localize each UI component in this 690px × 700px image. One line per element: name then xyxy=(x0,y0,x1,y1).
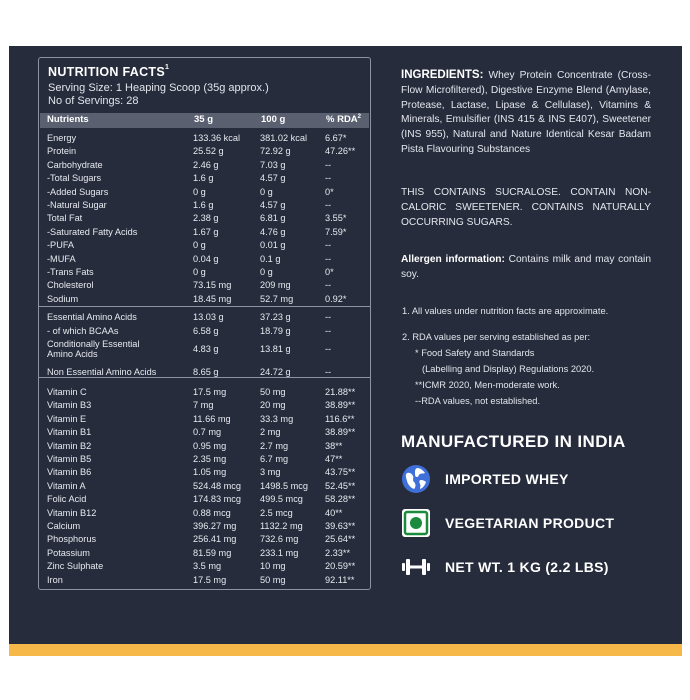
rda-value: 39.63** xyxy=(325,521,356,531)
per-35g-value: 1.05 mg xyxy=(193,467,227,478)
rda-value: 0.92* xyxy=(325,293,347,304)
table-row xyxy=(39,575,370,588)
per-35g-value: 0 g xyxy=(193,186,206,197)
note-2a: * Food Safety and Standards xyxy=(415,348,535,358)
rda-value: -- xyxy=(325,344,332,355)
rda-value: 38.89** xyxy=(325,400,356,411)
per-100g-value: 33.3 mg xyxy=(260,413,294,424)
rda-value: 0* xyxy=(325,186,334,197)
per-35g-value: 2.46 g xyxy=(193,159,219,170)
table-row xyxy=(39,213,370,226)
nutrient-name: Protein xyxy=(47,146,77,157)
per-100g-value: 6.81 g xyxy=(260,213,286,224)
rda-value: 6.67* xyxy=(325,133,347,143)
per-100g-value: 20 mg xyxy=(260,400,286,411)
table-row xyxy=(39,160,370,173)
header-nutrients: Nutrients xyxy=(47,114,89,125)
nutrient-name: Total Fat xyxy=(47,213,83,224)
table-row xyxy=(39,326,370,339)
nutrient-name: Sodium xyxy=(47,293,79,304)
nutrient-name: Zinc Sulphate xyxy=(47,561,104,572)
per-35g-value: 0.04 g xyxy=(193,253,219,264)
per-100g-value: 209 mg xyxy=(260,280,291,291)
per-35g-value: 396.27 mg xyxy=(193,521,237,531)
per-35g-value: 13.03 g xyxy=(193,312,224,322)
per-35g-value: 4.83 g xyxy=(193,344,219,355)
per-100g-value: 50 mg xyxy=(260,574,286,585)
rda-value: 58.28** xyxy=(325,494,356,505)
rda-value: 20.59** xyxy=(325,561,356,572)
table-row xyxy=(39,267,370,280)
nutrient-name: Vitamin C xyxy=(47,387,87,397)
nutrient-name: -Added Sugars xyxy=(47,186,109,197)
table-row xyxy=(39,534,370,547)
per-35g-value: 174.83 mcg xyxy=(193,494,242,505)
rda-value: 92.11** xyxy=(325,574,355,585)
per-35g-value: 17.5 mg xyxy=(193,574,227,585)
per-35g-value: 2.38 g xyxy=(193,213,219,224)
allergen-block xyxy=(401,253,651,283)
rda-value: 25.64** xyxy=(325,534,356,545)
feature-label: VEGETARIAN PRODUCT xyxy=(445,515,615,531)
per-100g-value: 0 g xyxy=(260,186,273,197)
per-35g-value: 8.65 g xyxy=(193,366,219,377)
table-row xyxy=(39,146,370,159)
table-row xyxy=(39,173,370,186)
per-100g-value: 3 mg xyxy=(260,467,281,478)
per-35g-value: 25.52 g xyxy=(193,146,224,157)
rda-value: -- xyxy=(325,253,332,264)
nutrient-name: Folic Acid xyxy=(47,494,87,505)
macronutrient-section xyxy=(39,130,370,307)
accent-bar xyxy=(9,644,682,656)
per-100g-value: 0.1 g xyxy=(260,253,281,264)
note-2b: (Labelling and Display) Regulations 2020. xyxy=(422,364,595,374)
table-row xyxy=(39,561,370,574)
feature-imported-whey xyxy=(401,464,661,494)
per-35g-value: 2.35 mg xyxy=(193,454,227,464)
per-100g-value: 4.76 g xyxy=(260,226,286,237)
note-2: 2. RDA values per serving established as per: xyxy=(402,332,591,342)
nutrient-name: Cholesterol xyxy=(47,280,94,291)
table-row xyxy=(39,427,370,440)
ingredients-text: Whey Protein Concentrate (Cross-Flow Microfiltered), Digestive Enzyme Blend (Amylase, Protease, Lactase, Lipase & Cellulase), Vitamins & Minerals, Emulsifier (INS 415 & INS E407), Sweetener (INS 955), Natural and Nature Identical Kesar Badam Pista Flavouring Substances xyxy=(401,70,651,155)
table-row xyxy=(39,548,370,561)
note-1: 1. All values under nutrition facts are approximate. xyxy=(402,306,609,316)
per-35g-value: 1.6 g xyxy=(193,173,214,184)
per-100g-value: 0 g xyxy=(260,267,273,277)
rda-value: -- xyxy=(325,366,332,377)
vegetarian-icon xyxy=(401,508,431,538)
per-35g-value: 133.36 kcal xyxy=(193,133,240,143)
rda-value: 2.33** xyxy=(325,547,351,558)
nutrient-name: Non Essential Amino Acids xyxy=(47,366,157,377)
table-row xyxy=(39,387,370,400)
nutrient-name: Vitamin A xyxy=(47,480,86,491)
per-100g-value: 13.81 g xyxy=(260,344,291,355)
per-100g-value: 24.72 g xyxy=(260,366,291,377)
per-100g-value: 1498.5 mcg xyxy=(260,480,309,491)
ingredients-block xyxy=(401,68,651,158)
feature-net-weight xyxy=(401,552,661,582)
note-2c: **ICMR 2020, Men-moderate work. xyxy=(415,380,560,390)
nutrition-title: NUTRITION FACTS$^1$ xyxy=(48,64,170,79)
per-35g-value: 256.41 mg xyxy=(193,534,237,545)
table-row xyxy=(39,508,370,521)
rda-value: -- xyxy=(325,325,332,336)
dumbbell-icon xyxy=(401,552,431,582)
header-rda: % RDA$^2$ xyxy=(326,114,362,126)
globe-icon xyxy=(401,464,431,494)
nutrition-facts-table xyxy=(38,57,371,590)
rda-value: 116.6** xyxy=(325,413,355,424)
allergen-text: Contains milk and may contain soy. xyxy=(401,254,651,280)
per-35g-value: 1.6 g xyxy=(193,200,214,210)
header-35g: 35 g xyxy=(194,114,214,125)
rda-value: 38** xyxy=(325,440,343,451)
rda-value: 43.75** xyxy=(325,467,356,478)
table-row xyxy=(39,187,370,200)
per-35g-value: 0 g xyxy=(193,240,206,251)
rda-value: 52.45** xyxy=(325,480,356,491)
rda-value: 47.26** xyxy=(325,146,356,157)
nutrient-name: Calcium xyxy=(47,521,81,531)
per-100g-value: 2.5 mcg xyxy=(260,507,293,518)
table-row xyxy=(39,280,370,293)
nutrient-name: -Trans Fats xyxy=(47,267,94,277)
per-35g-value: 18.45 mg xyxy=(193,293,232,304)
nutrient-name: Vitamin B1 xyxy=(47,427,92,438)
per-35g-value: 7 mg xyxy=(193,400,214,411)
note-2d: --RDA values, not established. xyxy=(415,396,541,406)
nutrient-name: Essential Amino Acids xyxy=(47,312,137,322)
rda-value: -- xyxy=(325,240,332,251)
per-35g-value: 17.5 mg xyxy=(193,387,227,397)
nutrient-name: Vitamin B5 xyxy=(47,454,92,464)
header-100g: 100 g xyxy=(261,114,286,125)
nutrient-name: Energy xyxy=(47,133,77,143)
per-100g-value: 4.57 g xyxy=(260,200,286,210)
per-100g-value: 381.02 kcal xyxy=(260,133,307,143)
per-35g-value: 0.88 mcg xyxy=(193,507,231,518)
per-100g-value: 6.7 mg xyxy=(260,454,289,464)
nutrient-name: -Total Sugars xyxy=(47,173,102,184)
rda-value: 3.55* xyxy=(325,213,347,224)
rda-value: -- xyxy=(325,173,332,184)
table-row xyxy=(39,200,370,213)
per-100g-value: 52.7 mg xyxy=(260,293,294,304)
rda-value: 21.88** xyxy=(325,387,356,397)
feature-label: NET WT. 1 KG (2.2 LBS) xyxy=(445,559,609,575)
table-row xyxy=(39,454,370,467)
nutrient-name: -MUFA xyxy=(47,253,76,264)
rda-value: 40** xyxy=(325,507,343,518)
nutrient-name: -PUFA xyxy=(47,240,75,251)
rda-value: -- xyxy=(325,312,332,322)
table-row xyxy=(39,400,370,413)
per-35g-value: 0.7 mg xyxy=(193,427,222,438)
nutrient-name: Vitamin B6 xyxy=(47,467,92,478)
per-100g-value: 72.92 g xyxy=(260,146,291,157)
rda-value: 0* xyxy=(325,267,334,277)
rda-value: 7.59* xyxy=(325,226,347,237)
feature-vegetarian xyxy=(401,508,661,538)
nutrient-name: Vitamin B2 xyxy=(47,440,92,451)
nutrient-name: Vitamin B12 xyxy=(47,507,97,518)
per-35g-value: 73.15 mg xyxy=(193,280,232,291)
nutrient-name: Vitamin B3 xyxy=(47,400,92,411)
nutrient-name: Potassium xyxy=(47,547,90,558)
manufactured-heading: MANUFACTURED IN INDIA xyxy=(401,432,626,451)
serving-size: Serving Size: 1 Heaping Scoop (35g approx.) xyxy=(48,82,269,94)
table-row xyxy=(39,367,370,380)
table-row xyxy=(39,467,370,480)
allergen-label: Allergen information: xyxy=(401,254,505,265)
per-100g-value: 732.6 mg xyxy=(260,534,299,545)
per-100g-value: 50 mg xyxy=(260,387,286,397)
table-row xyxy=(39,441,370,454)
per-35g-value: 81.59 mg xyxy=(193,547,232,558)
table-row xyxy=(39,414,370,427)
table-row xyxy=(39,339,370,365)
table-row xyxy=(39,312,370,325)
per-35g-value: 1.67 g xyxy=(193,226,219,237)
nutrient-name: Carbohydrate xyxy=(47,159,103,170)
table-row xyxy=(39,494,370,507)
nutrient-name: -Saturated Fatty Acids xyxy=(47,226,138,237)
sucralose-note: THIS CONTAINS SUCRALOSE. CONTAIN NON-CALORIC SWEETENER. CONTAINS NATURALLY OCCURRING SUGARS. xyxy=(401,187,651,228)
per-100g-value: 2 mg xyxy=(260,427,281,438)
per-100g-value: 1132.2 mg xyxy=(260,521,303,531)
nutrient-name: - of which BCAAs xyxy=(47,325,119,336)
rda-value: 38.89** xyxy=(325,427,356,438)
table-row xyxy=(39,294,370,307)
per-100g-value: 0.01 g xyxy=(260,240,286,251)
per-100g-value: 499.5 mcg xyxy=(260,494,303,505)
per-100g-value: 2.7 mg xyxy=(260,440,289,451)
table-row xyxy=(39,254,370,267)
per-100g-value: 233.1 mg xyxy=(260,547,299,558)
per-35g-value: 6.58 g xyxy=(193,325,219,336)
per-35g-value: 11.66 mg xyxy=(193,413,231,424)
per-100g-value: 4.57 g xyxy=(260,173,286,184)
per-35g-value: 0.95 mg xyxy=(193,440,227,451)
per-35g-value: 3.5 mg xyxy=(193,561,222,572)
per-100g-value: 18.79 g xyxy=(260,325,291,336)
table-header xyxy=(40,113,369,128)
table-row xyxy=(39,227,370,240)
rda-value: -- xyxy=(325,280,332,291)
table-row xyxy=(39,133,370,146)
per-35g-value: 524.48 mcg xyxy=(193,480,242,491)
rda-value: -- xyxy=(325,200,332,210)
table-row xyxy=(39,481,370,494)
nutrient-name: Vitamin E xyxy=(47,413,87,424)
nutrient-name: Phosphorus xyxy=(47,534,97,545)
per-100g-value: 37.23 g xyxy=(260,312,291,322)
nutrient-name: Conditionally Essential Amino Acids xyxy=(47,339,140,360)
table-row xyxy=(39,240,370,253)
per-100g-value: 10 mg xyxy=(260,561,286,572)
feature-label: IMPORTED WHEY xyxy=(445,471,569,487)
per-100g-value: 7.03 g xyxy=(260,159,286,170)
nutrient-name: Iron xyxy=(47,574,63,585)
nutrient-name: -Natural Sugar xyxy=(47,200,107,210)
servings-count: No of Servings: 28 xyxy=(48,95,139,107)
rda-value: 47** xyxy=(325,454,343,464)
table-row xyxy=(39,521,370,534)
ingredients-label: INGREDIENTS: xyxy=(401,69,484,81)
amino-acid-section xyxy=(39,307,370,378)
rda-value: -- xyxy=(325,159,332,170)
micronutrient-section xyxy=(39,380,370,591)
per-35g-value: 0 g xyxy=(193,267,206,277)
